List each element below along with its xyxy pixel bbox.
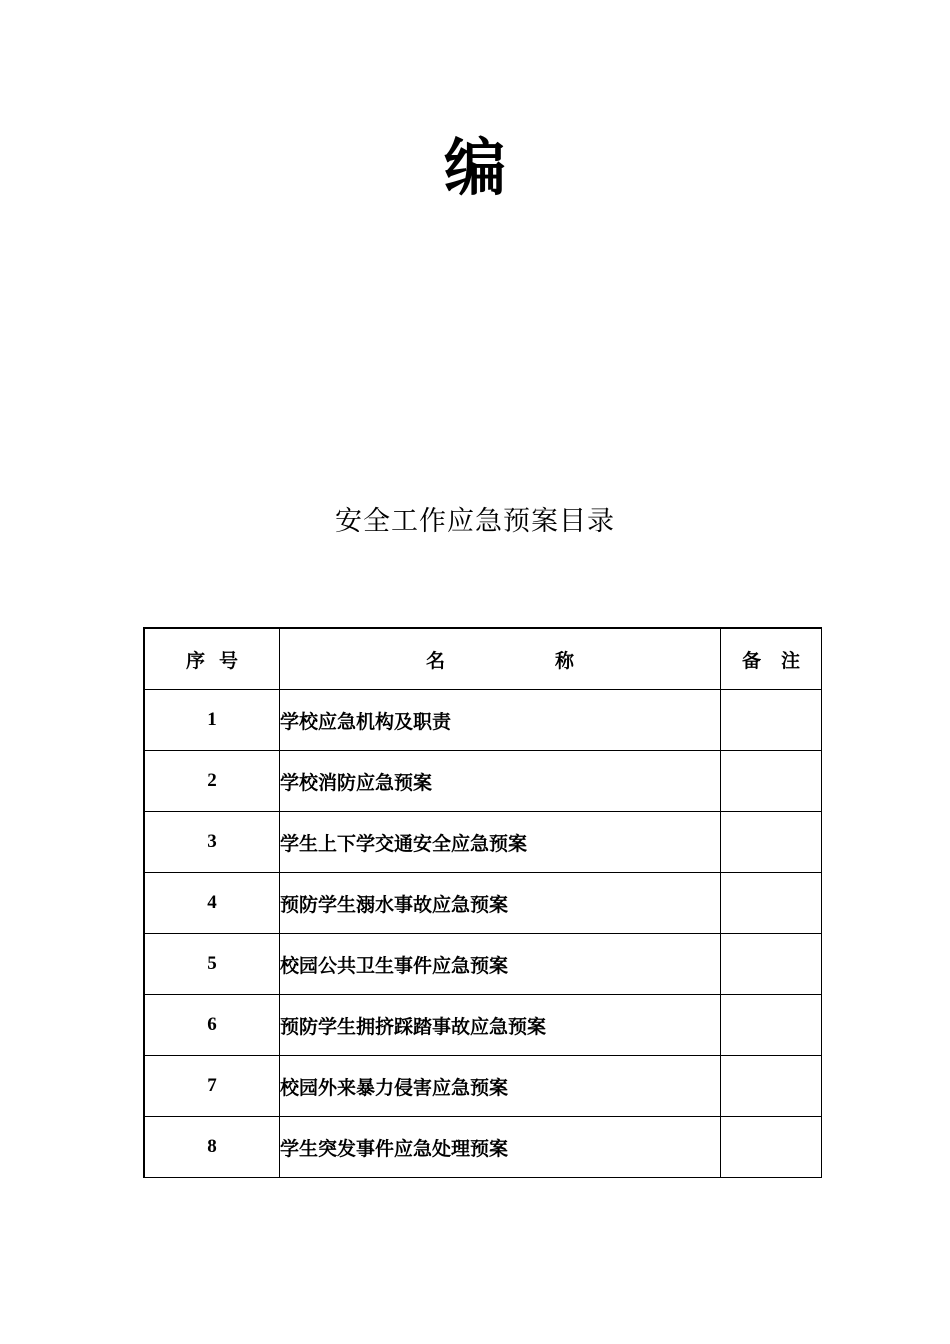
table-row: [144, 873, 822, 934]
row-note: [721, 1056, 822, 1117]
row-name: 学校消防应急预案: [280, 751, 721, 812]
header-name-label: [280, 646, 720, 673]
row-name: 学生上下学交通安全应急预案: [280, 812, 721, 873]
row-name: 学生突发事件应急处理预案: [280, 1117, 721, 1178]
row-name: 校园外来暴力侵害应急预案: [280, 1056, 721, 1117]
row-note: [721, 1117, 822, 1178]
row-note: [721, 873, 822, 934]
header-remarks: [721, 628, 822, 690]
contents-table: [143, 627, 822, 1178]
table-row: [144, 934, 822, 995]
header-serial-number: [144, 628, 280, 690]
header-name-part1: 名: [425, 649, 445, 672]
header-name: [280, 628, 721, 690]
row-number: 5: [144, 934, 280, 995]
table-row: [144, 995, 822, 1056]
row-name: 校园公共卫生事件应急预案: [280, 934, 721, 995]
table-row: [144, 1117, 822, 1178]
row-note: [721, 690, 822, 751]
table-header-row: [144, 628, 822, 690]
row-name: 预防学生拥挤踩踏事故应急预案: [280, 995, 721, 1056]
row-number: 2: [144, 751, 280, 812]
row-note: [721, 934, 822, 995]
row-note: [721, 995, 822, 1056]
header-serial-label: 序号: [185, 649, 252, 672]
row-number: 8: [144, 1117, 280, 1178]
row-name: 学校应急机构及职责: [280, 690, 721, 751]
table-row: [144, 690, 822, 751]
cover-big-character: 编: [443, 131, 506, 204]
table-row: [144, 751, 822, 812]
table-row: [144, 812, 822, 873]
table-row: [144, 1056, 822, 1117]
row-note: [721, 751, 822, 812]
header-name-part2: 称: [555, 649, 575, 672]
row-number: 7: [144, 1056, 280, 1117]
row-number: 6: [144, 995, 280, 1056]
row-number: 3: [144, 812, 280, 873]
row-number: 4: [144, 873, 280, 934]
header-remarks-label: 备注: [741, 649, 820, 672]
row-name: 预防学生溺水事故应急预案: [280, 873, 721, 934]
row-number: 1: [144, 690, 280, 751]
row-note: [721, 812, 822, 873]
document-title: 安全工作应急预案目录: [335, 506, 615, 537]
